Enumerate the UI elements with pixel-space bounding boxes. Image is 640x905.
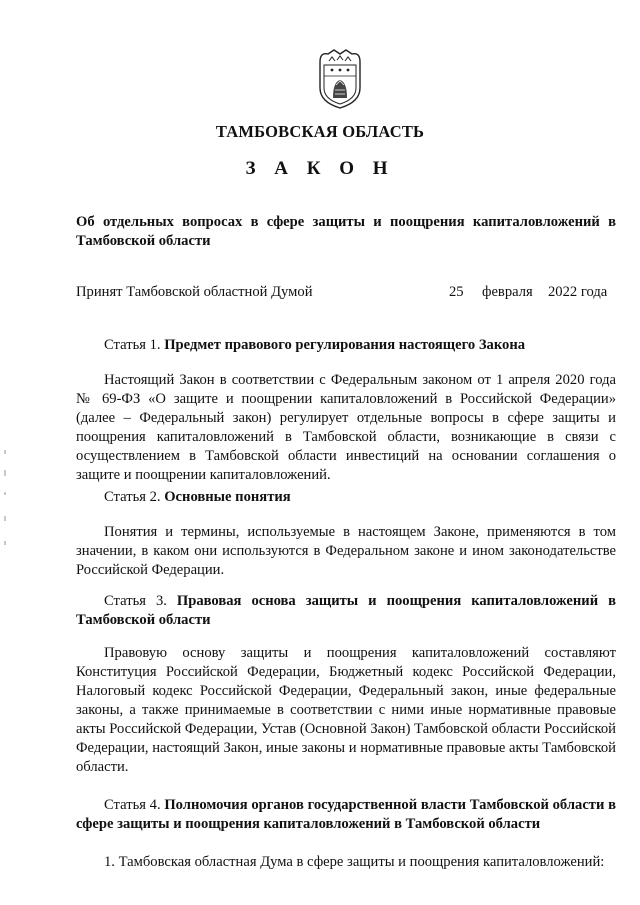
article-1-heading [76, 336, 616, 355]
article-2-heading [76, 488, 616, 507]
article-label: Статья 3. [104, 593, 167, 609]
article-4-heading [76, 796, 616, 834]
scan-margin-mark [4, 541, 6, 545]
scan-margin-mark [4, 492, 6, 495]
law-title: Об отдельных вопросах в сфере защиты и поощрения капиталовложений в Тамбовской области [76, 214, 616, 249]
article-title: Предмет правового регулирования настоящего Закона [164, 337, 526, 353]
region-name: ТАМБОВСКАЯ ОБЛАСТЬ [215, 122, 425, 141]
article-1-body: Настоящий Закон в соответствии с Федеральным законом от 1 апреля 2020 года № 69-ФЗ «О защите и поощрении капиталовложений в Российской Федерации» (далее – Федеральный закон) регулирует отдельные вопросы в сфере защиты и поощрения капиталовложений в Тамбовской области, возникающие в связи с осуществлением в Тамбовской области инвестиций на основании соглашения о защите и поощрении капиталовложений. [76, 372, 616, 483]
article-label: Статья 2. [104, 489, 161, 505]
article-label: Статья 1. [104, 337, 161, 353]
coat-of-arms-icon [314, 48, 366, 110]
article-4-body: 1. Тамбовская областная Дума в сфере защиты и поощрения капиталовложений: [104, 854, 605, 870]
article-title: Полномочия органов государственной власти Тамбовской области в сфере защиты и поощрения капиталовложений в Тамбовской области [76, 797, 616, 832]
scan-margin-mark [4, 470, 6, 476]
article-2-body: Понятия и термины, используемые в настоящем Законе, применяются в том значении, в каком они используются в Федеральном законе и ином законодательстве Российской Федерации. [76, 524, 616, 578]
article-3-body: Правовую основу защиты и поощрения капиталовложений составляют Конституция Российской Федерации, Бюджетный кодекс Российской Федерации, Налоговый кодекс Российской Федерации, Федеральный закон, иные федеральные законы, а также принимаемые в соответствии с ними иные нормативные правовые акты Российской Федерации, Устав (Основной Закон) Тамбовской области Российской Федерации, настоящий Закон, иные законы и нормативные правовые акты Тамбовской области. [76, 645, 616, 775]
adoption-year: 2022 года [548, 284, 608, 300]
article-label: Статья 4. [104, 797, 161, 813]
adoption-statement: Принят Тамбовской областной Думой [76, 284, 313, 300]
article-title: Правовая основа защиты и поощрения капиталовложений в Тамбовской области [76, 593, 616, 628]
adoption-day: 25 [449, 284, 464, 300]
document-type: З А К О Н [245, 158, 395, 179]
adoption-month: февраля [482, 284, 533, 300]
scan-margin-mark [4, 450, 6, 454]
scan-margin-mark [4, 516, 6, 521]
article-title: Основные понятия [164, 489, 291, 505]
article-3-heading [76, 592, 616, 630]
